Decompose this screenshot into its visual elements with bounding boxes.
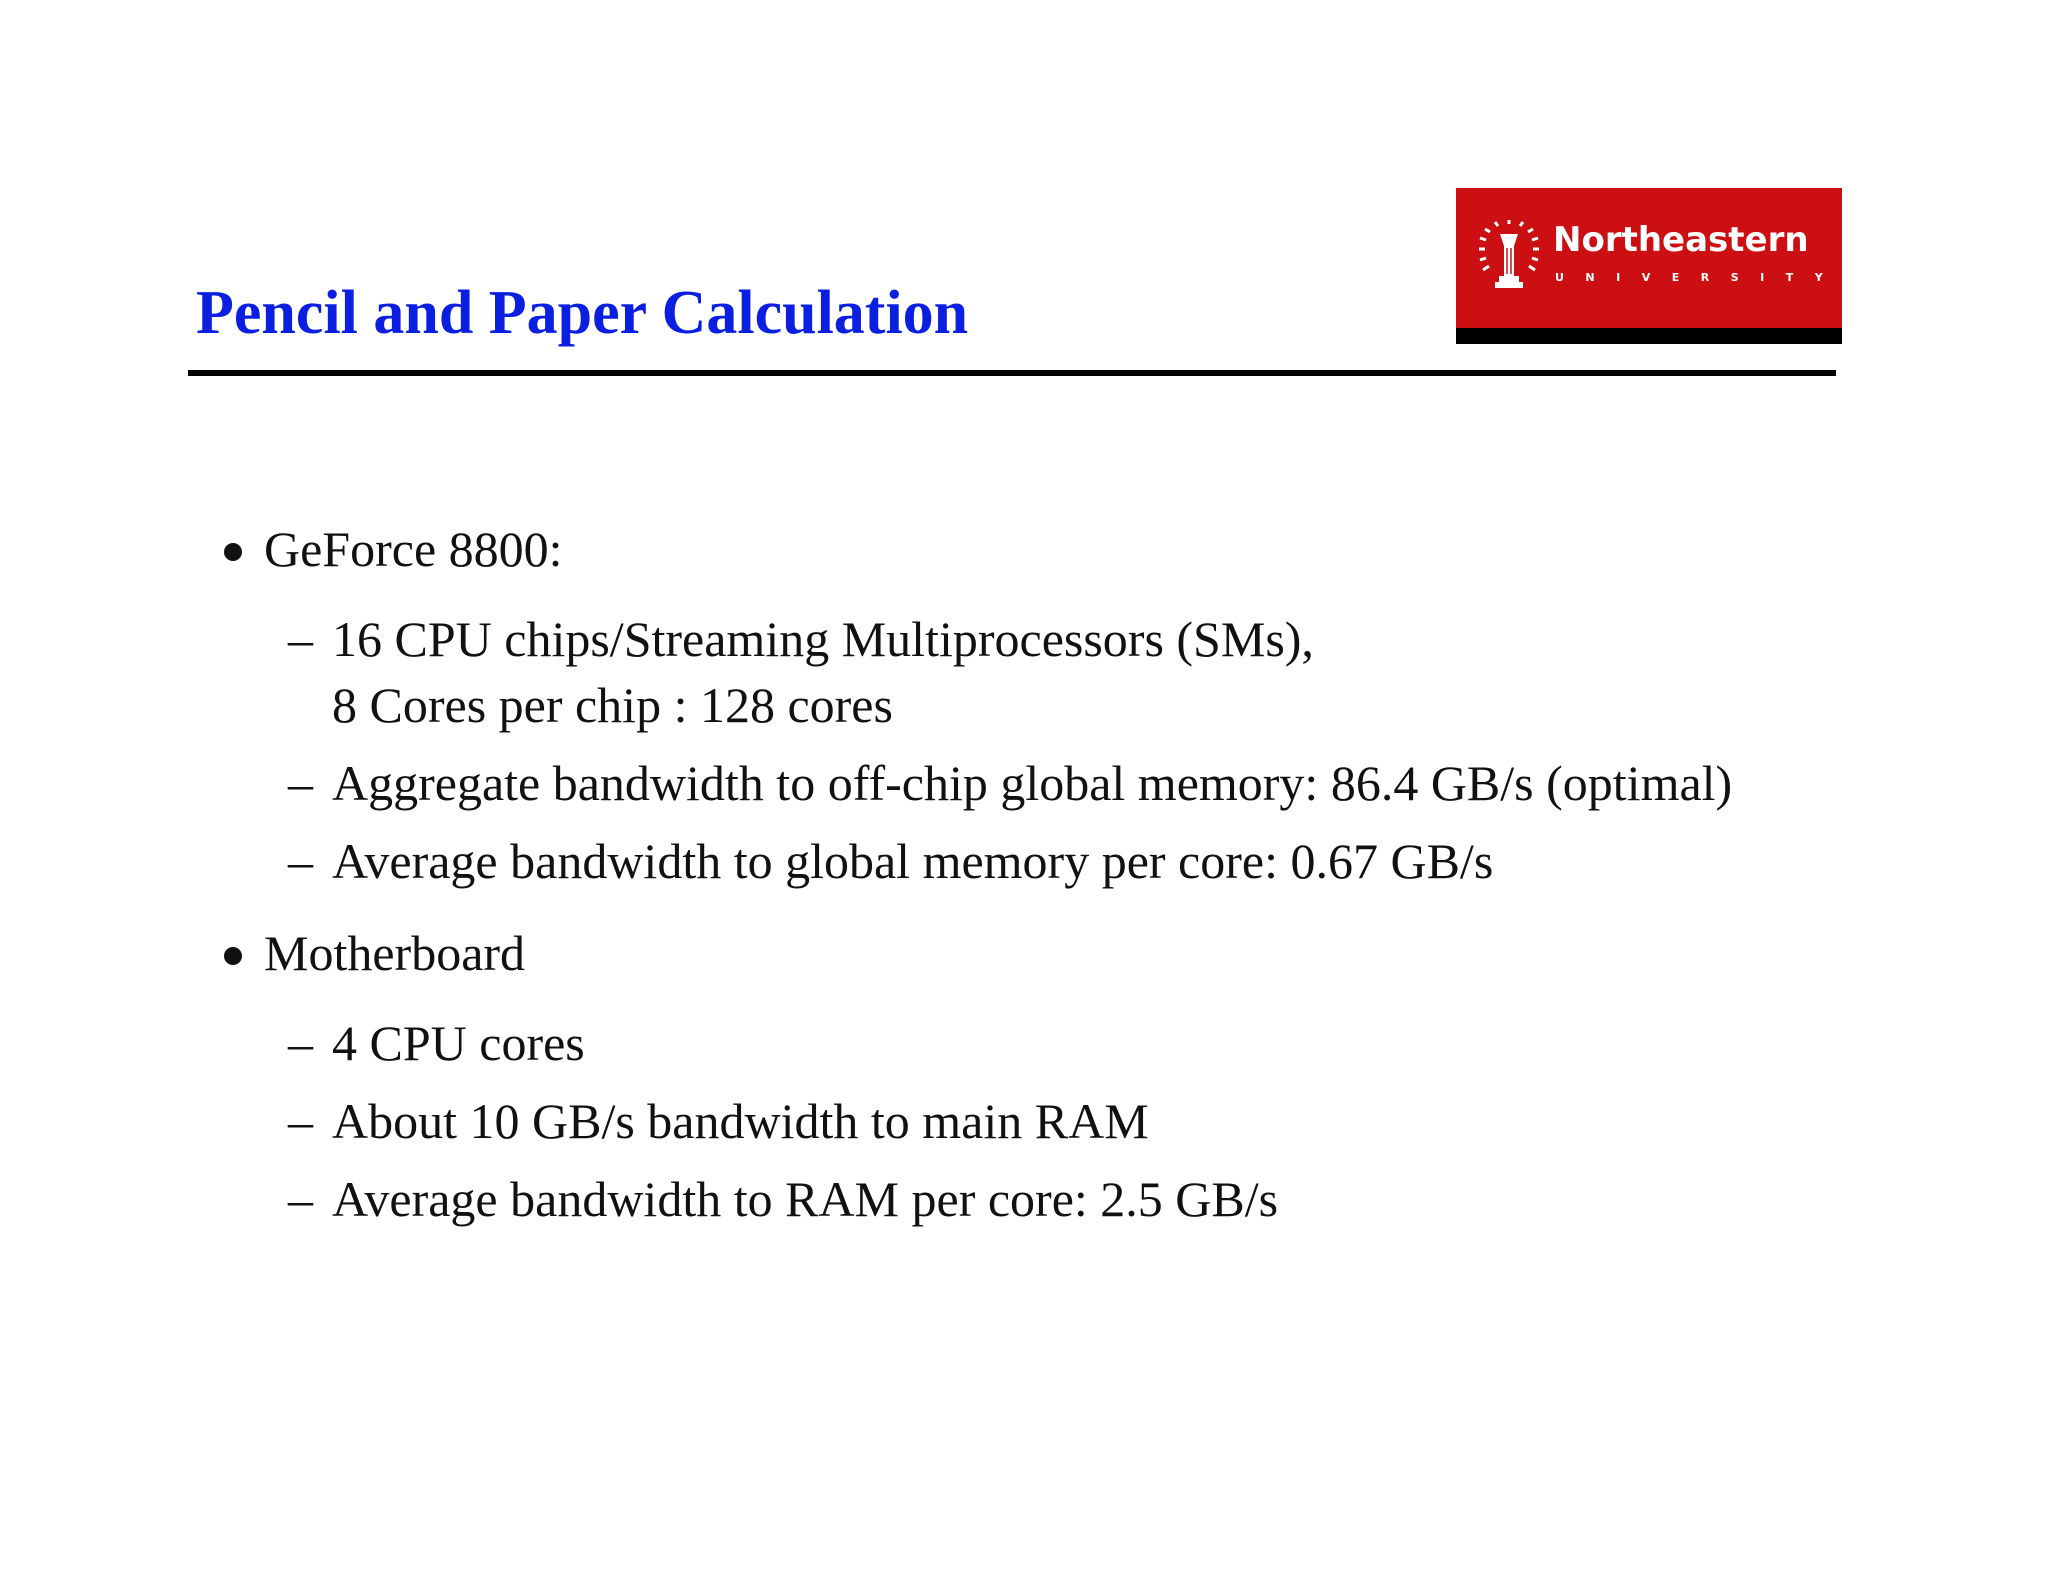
dash-icon: – — [288, 1015, 313, 1071]
sub-item — [288, 1093, 1149, 1149]
dash-icon: – — [288, 1171, 313, 1227]
sub-item — [288, 1171, 1279, 1227]
logo-subtitle: UNIVERSITY — [1555, 271, 1845, 284]
dash-icon: – — [288, 611, 313, 667]
logo-name: Northeastern — [1553, 220, 1809, 260]
sub-item-line: 4 CPU cores — [332, 1015, 585, 1071]
slide-title: Pencil and Paper Calculation — [196, 279, 969, 347]
university-logo — [1456, 188, 1845, 344]
sub-item-line: 16 CPU chips/Streaming Multiprocessors (SMs), — [332, 611, 1314, 667]
sub-item — [288, 611, 1314, 733]
bullet-label: Motherboard — [264, 925, 526, 981]
bullet-dot-icon — [224, 543, 242, 561]
torch-logo-icon — [1478, 220, 1540, 290]
title-underline — [188, 370, 1836, 376]
sub-item-line: About 10 GB/s bandwidth to main RAM — [332, 1093, 1149, 1149]
sub-item-line: Average bandwidth to RAM per core: 2.5 GB/s — [332, 1171, 1279, 1227]
sub-item — [288, 755, 1733, 811]
dash-icon: – — [288, 1093, 313, 1149]
sub-item-line: Average bandwidth to global memory per core: 0.67 GB/s — [332, 833, 1494, 889]
dash-icon: – — [288, 755, 313, 811]
bullet-label: GeForce 8800: — [264, 521, 563, 577]
bullet-dot-icon — [224, 947, 242, 965]
sub-item-line: 8 Cores per chip : 128 cores — [332, 677, 893, 733]
dash-icon: – — [288, 833, 313, 889]
bullet-item — [264, 925, 526, 981]
bullet-item — [264, 521, 563, 577]
sub-item — [288, 1015, 585, 1071]
sub-item-line: Aggregate bandwidth to off-chip global memory: 86.4 GB/s (optimal) — [332, 755, 1733, 811]
sub-item — [288, 833, 1494, 889]
logo-black-bar — [1456, 328, 1842, 344]
